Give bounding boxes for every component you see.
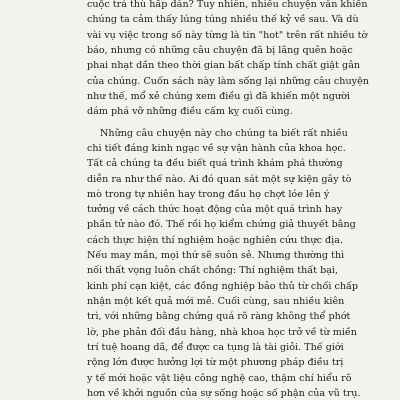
text-line: cách thực hiện thí nghiệm hoặc nghiên cứu thực địa.	[87, 234, 343, 246]
text-line: trí tuệ hoang dã, để được ca tụng là tài giỏi. Thế giới	[87, 342, 344, 354]
text-line: Nếu may mắn, mọi thứ sẽ suôn sẻ. Nhưng thường thì	[87, 250, 345, 262]
text-line: dám phá vỡ những điều cấm kỵ cuối cùng.	[87, 106, 293, 118]
text-line: trì, với những bằng chứng quá rõ ràng không thể phớt	[87, 311, 351, 323]
text-line: rộng lớn được hưởng lợi từ một phương pháp điều trị	[87, 357, 344, 369]
text-line: mò trong tự nhiên hay trong đầu họ chợt lóe lên ý	[87, 188, 330, 200]
text-line: nhận một kết quả mới mẻ. Cuối cùng, sau nhiều kiên	[87, 296, 345, 308]
text-line: cuộc trả thù hấp dẫn? Tuy nhiên, nhiều chuyện vẫn khiến	[87, 0, 368, 10]
text-line: như thế, mổ xẻ chúng xem điều gì đã khiến một người	[87, 90, 350, 102]
text-line: y tế mới hoặc vật liệu công nghệ cao, thậm chí hiểu rõ	[87, 372, 352, 384]
text-line: báo, nhưng có những câu chuyện đã bị lãng quên hoặc	[87, 44, 353, 56]
text-line: chúng ta cảm thấy lúng túng nhiều thế kỷ về sau. Và dù	[87, 14, 359, 26]
text-line: lờ, phe phản đối đầu hàng, nhà khoa học trở về từ miền	[87, 326, 357, 338]
text-line: chi tiết đáng kinh ngạc về sự vận hành của khoa học.	[87, 142, 346, 154]
text-line: phai nhạt dần theo thời gian bất chấp tính chất giật gân	[87, 60, 361, 72]
text-line: nối thất vọng luôn chất chồng: Thí nghiệm thất bại,	[87, 265, 339, 277]
text-line: Tất cả chúng ta đều biết quá trình khám phá thường	[87, 158, 343, 170]
text-line: phần tử nào đó. Thế rồi họ kiểm chứng giả thuyết bằng	[87, 219, 356, 231]
text-line: kinh phí cạn kiệt, các đồng nghiệp bảo thủ từ chối chấp	[87, 280, 359, 292]
text-line: Những câu chuyện này cho chúng ta biết rất nhiều	[100, 127, 348, 139]
text-line: vài vụ việc trong số này từng là tin "hot" trên rất nhiều tờ	[87, 29, 368, 41]
text-line: hơn về khởi nguồn của sự sống hoặc số phận của vũ trụ.	[87, 388, 361, 399]
text-line: diễn ra như thế nào. Ai đó quan sát một sự kiện gây tò	[87, 173, 352, 185]
text-line: tưởng về cách thức hoạt động của một quá trình hay	[87, 204, 343, 216]
text-line: của chúng. Cuốn sách này làm sống lại những câu chuyện	[87, 75, 369, 87]
